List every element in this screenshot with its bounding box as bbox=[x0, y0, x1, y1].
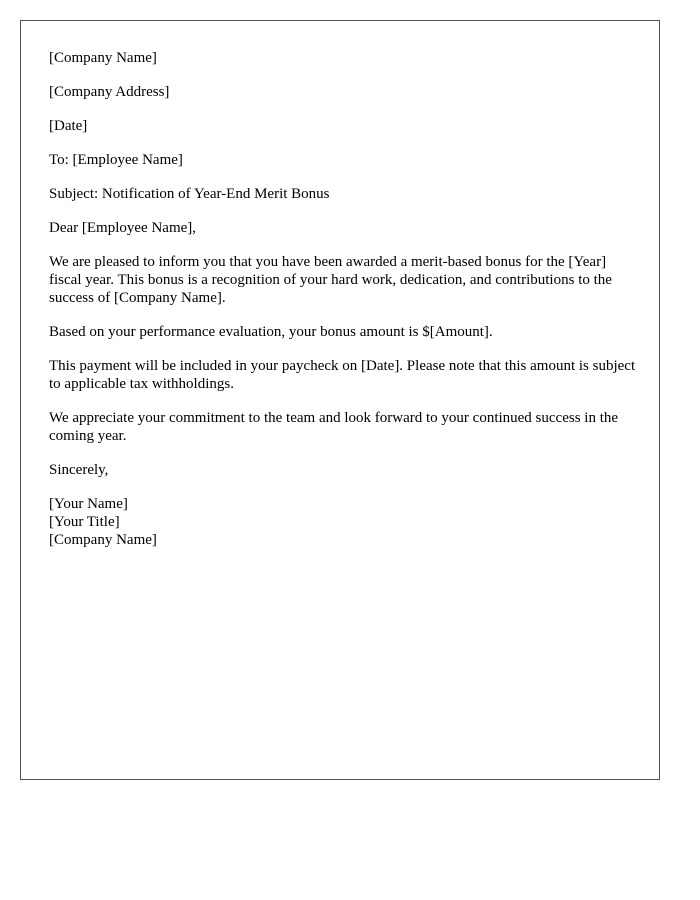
closing: Sincerely, bbox=[49, 462, 109, 478]
body-paragraph-1: We are pleased to inform you that you have been awarded a merit-based bonus for the [Year] fiscal year. This bonus is a recognition of your hard work, dedication, and contributions to the success of [Company Name]. bbox=[49, 254, 612, 306]
company-address: [Company Address] bbox=[49, 84, 170, 100]
subject-line: Subject: Notification of Year-End Merit Bonus bbox=[49, 186, 330, 202]
letter-date: [Date] bbox=[49, 118, 88, 134]
signature-block bbox=[49, 495, 639, 549]
company-name: [Company Name] bbox=[49, 50, 157, 66]
recipient-line: To: [Employee Name] bbox=[49, 152, 183, 168]
signature-company: [Company Name] bbox=[49, 532, 157, 548]
signature-title: [Your Title] bbox=[49, 514, 120, 530]
body-paragraph-4: We appreciate your commitment to the team and look forward to your continued success in the coming year. bbox=[49, 410, 619, 444]
body-paragraph-3: This payment will be included in your paycheck on [Date]. Please note that this amount is subject to applicable tax withholdings. bbox=[49, 358, 636, 392]
letter-content bbox=[49, 49, 639, 549]
signature-name: [Your Name] bbox=[49, 496, 128, 512]
salutation: Dear [Employee Name], bbox=[49, 220, 197, 236]
letter-page bbox=[20, 20, 660, 780]
body-paragraph-2: Based on your performance evaluation, your bonus amount is $[Amount]. bbox=[49, 324, 493, 340]
